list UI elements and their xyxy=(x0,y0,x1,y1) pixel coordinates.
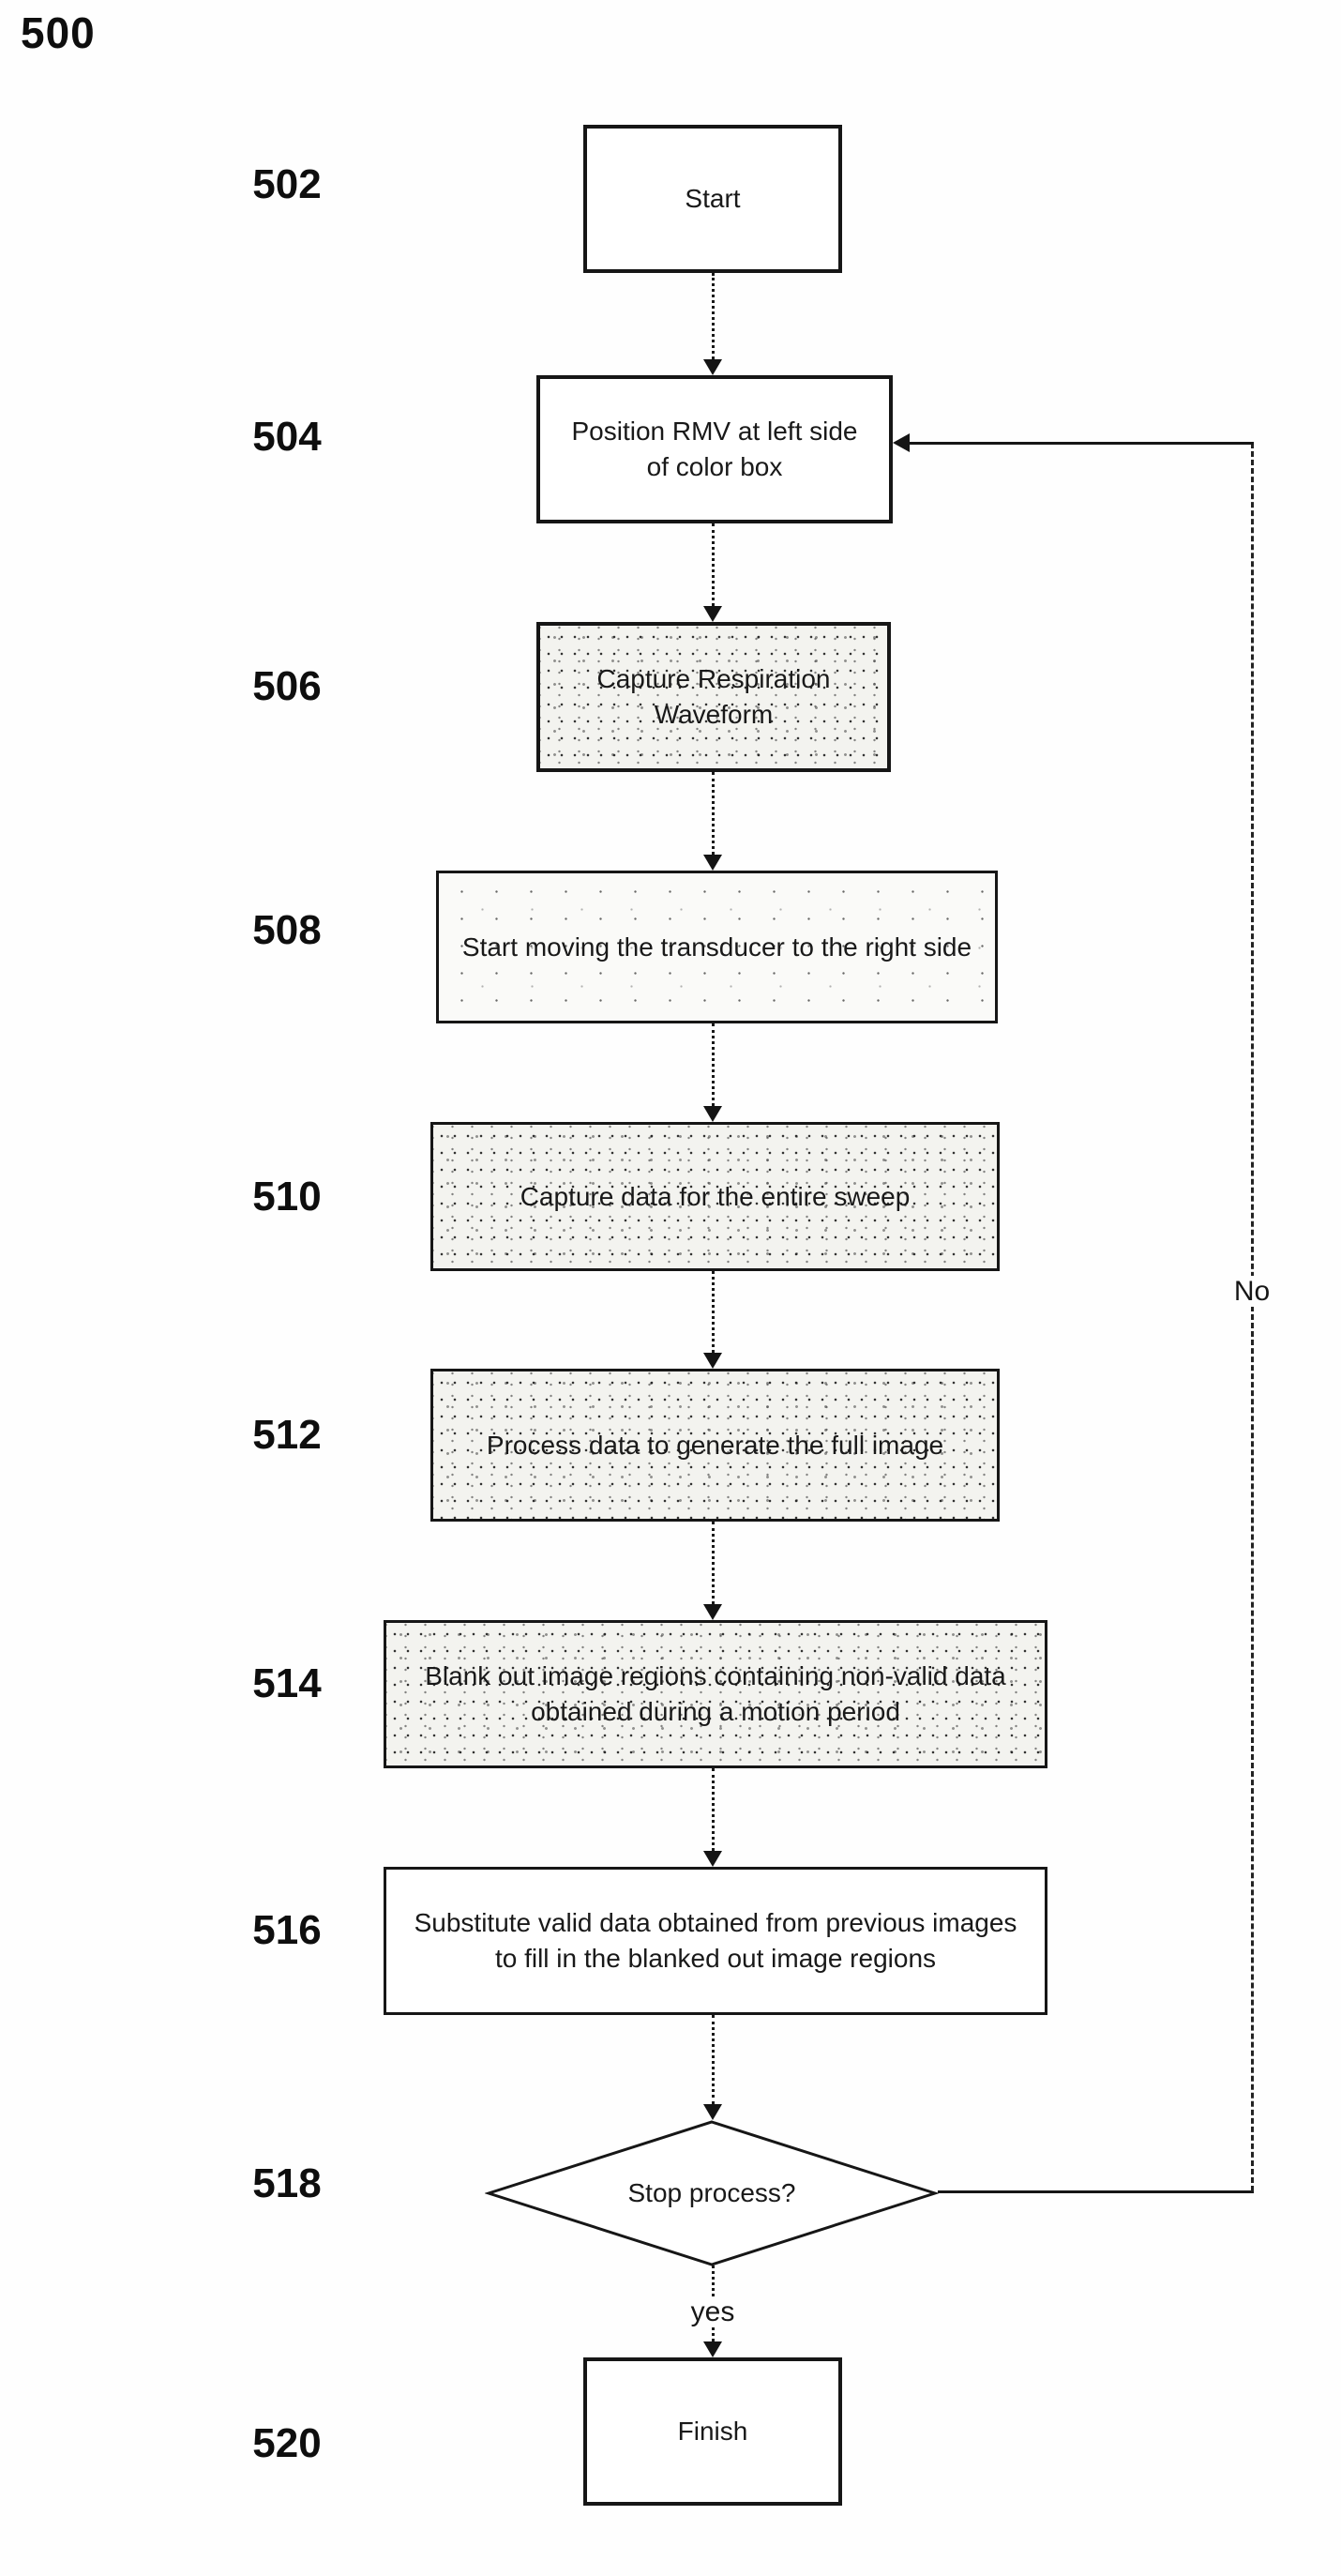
node-label: Substitute valid data obtained from previous images to fill in the blanked out image regions xyxy=(414,1908,1017,1973)
node-label: Finish xyxy=(677,2417,748,2447)
node-label: Position RMV at left side of color box xyxy=(571,417,858,481)
connector-line xyxy=(712,1522,715,1604)
node-stop-process-decision xyxy=(485,2118,939,2268)
arrowhead-down xyxy=(703,1353,722,1369)
yes-branch-label: yes xyxy=(670,2296,755,2327)
arrowhead-down xyxy=(703,359,722,375)
ref-label-518: 518 xyxy=(252,2160,322,2206)
connector-line xyxy=(712,1271,715,1353)
node-position-rmv xyxy=(536,375,893,523)
node-label: Start xyxy=(685,184,741,214)
node-finish xyxy=(583,2357,842,2506)
ref-label-514: 514 xyxy=(252,1660,322,1706)
node-label: Blank out image regions containing non-valid data obtained during a motion period xyxy=(425,1661,1006,1726)
connector-line xyxy=(712,1023,715,1106)
connector-line xyxy=(712,2015,715,2104)
node-start xyxy=(583,125,842,273)
node-label: Capture Respiration Waveform xyxy=(596,664,831,729)
node-label: Stop process? xyxy=(627,2178,796,2207)
arrowhead-left xyxy=(893,433,910,452)
ref-label-510: 510 xyxy=(252,1174,322,1220)
node-label: Process data to generate the full image xyxy=(486,1430,944,1460)
ref-label-508: 508 xyxy=(252,907,322,953)
no-branch-line-bottom xyxy=(938,2190,1254,2193)
connector-line xyxy=(712,1768,715,1851)
arrowhead-down xyxy=(703,2104,722,2120)
figure-number: 500 xyxy=(21,8,96,57)
ref-label-502: 502 xyxy=(252,161,322,207)
node-blank-out-regions xyxy=(384,1620,1047,1768)
arrowhead-down xyxy=(703,1106,722,1122)
no-branch-line-top xyxy=(906,442,1254,445)
arrowhead-down xyxy=(703,855,722,871)
no-branch-label: No xyxy=(1218,1276,1286,1307)
ref-label-504: 504 xyxy=(252,414,322,460)
node-capture-data-sweep xyxy=(430,1122,1000,1271)
node-label: Capture data for the entire sweep xyxy=(520,1181,911,1211)
connector-line xyxy=(712,772,715,855)
node-label: Start moving the transducer to the right side xyxy=(461,932,972,962)
ref-label-506: 506 xyxy=(252,663,322,709)
node-start-moving-transducer xyxy=(436,871,998,1023)
node-process-data-full-image xyxy=(430,1369,1000,1522)
node-substitute-valid-data xyxy=(384,1867,1047,2015)
no-branch-line-vertical xyxy=(1251,443,1254,2191)
arrowhead-down xyxy=(703,1851,722,1867)
arrowhead-down xyxy=(703,606,722,622)
ref-label-512: 512 xyxy=(252,1412,322,1458)
node-capture-respiration-waveform xyxy=(536,622,891,772)
connector-line xyxy=(712,523,715,606)
ref-label-520: 520 xyxy=(252,2420,322,2466)
arrowhead-down xyxy=(703,2341,722,2357)
ref-label-516: 516 xyxy=(252,1907,322,1953)
arrowhead-down xyxy=(703,1604,722,1620)
connector-line xyxy=(712,273,715,359)
